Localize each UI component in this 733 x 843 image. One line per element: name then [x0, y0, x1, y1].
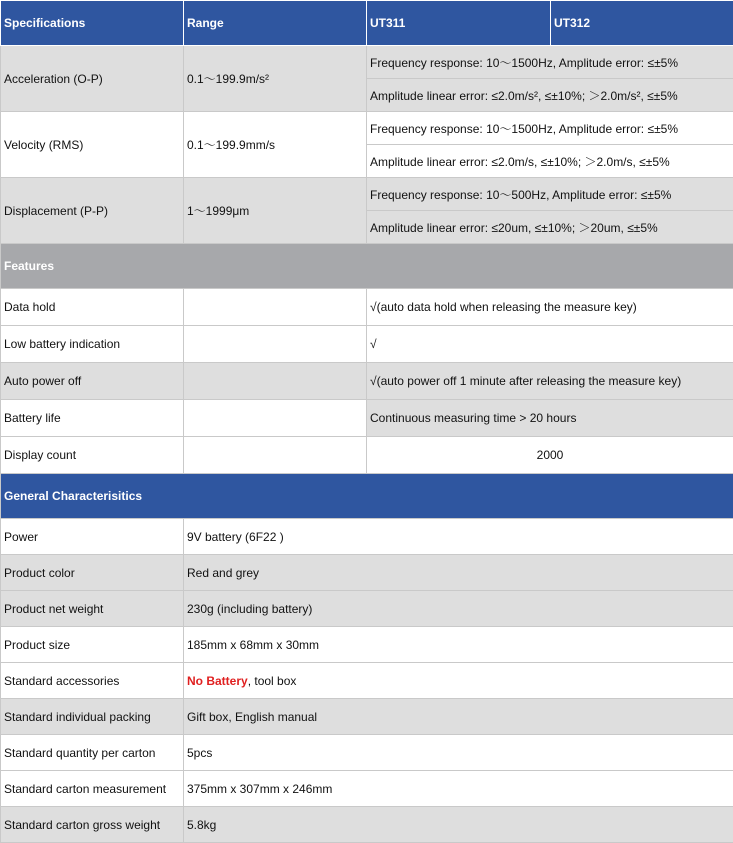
- table-header-row: [1, 1, 733, 46]
- feature-value: Continuous measuring time > 20 hours: [367, 400, 733, 437]
- spec-range: 0.1～199.9m/s²: [184, 46, 367, 112]
- feature-value: √(auto power off 1 minute after releasing the measure key): [367, 363, 733, 400]
- general-name: Power: [1, 519, 184, 555]
- feature-row: [1, 363, 733, 400]
- spec-detail: Amplitude linear error: ≤2.0m/s², ≤±10%; ＞2.0m/s², ≤±5%: [367, 79, 733, 112]
- feature-value: 2000: [367, 437, 733, 474]
- feature-value: √(auto data hold when releasing the measure key): [367, 289, 733, 326]
- general-name: Standard quantity per carton: [1, 735, 184, 771]
- feature-row: [1, 400, 733, 437]
- section-header-general: [1, 474, 733, 519]
- spec-range: 0.1～199.9mm/s: [184, 112, 367, 178]
- spec-name: Velocity (RMS): [1, 112, 184, 178]
- feature-value: √: [367, 326, 733, 363]
- spec-detail: Amplitude linear error: ≤20um, ≤±10%; ＞20um, ≤±5%: [367, 211, 733, 244]
- spec-detail: Amplitude linear error: ≤2.0m/s, ≤±10%; ＞2.0m/s, ≤±5%: [367, 145, 733, 178]
- spec-row-displacement: [1, 178, 733, 211]
- general-value: 9V battery (6F22 ): [184, 519, 733, 555]
- feature-range: [184, 400, 367, 437]
- general-value: Gift box, English manual: [184, 699, 733, 735]
- general-value: Red and grey: [184, 555, 733, 591]
- general-name: Standard carton gross weight: [1, 807, 184, 843]
- general-value: 5.8kg: [184, 807, 733, 843]
- general-row: [1, 627, 733, 663]
- general-value: 185mm x 68mm x 30mm: [184, 627, 733, 663]
- general-row: [1, 735, 733, 771]
- feature-range: [184, 363, 367, 400]
- general-value-rest: , tool box: [247, 673, 297, 688]
- feature-name: Battery life: [1, 400, 184, 437]
- general-row: [1, 807, 733, 843]
- general-row: [1, 555, 733, 591]
- header-ut312: UT312: [551, 1, 733, 46]
- header-specifications: Specifications: [1, 1, 184, 46]
- feature-range: [184, 437, 367, 474]
- feature-name: Low battery indication: [1, 326, 184, 363]
- general-row: [1, 699, 733, 735]
- general-row: [1, 771, 733, 807]
- general-name: Standard accessories: [1, 663, 184, 699]
- general-name: Product net weight: [1, 591, 184, 627]
- header-ut311: UT311: [367, 1, 551, 46]
- feature-name: Data hold: [1, 289, 184, 326]
- general-value: 230g (including battery): [184, 591, 733, 627]
- header-range: Range: [184, 1, 367, 46]
- section-title: General Characterisitics: [1, 474, 733, 519]
- feature-row: [1, 289, 733, 326]
- spec-detail: Frequency response: 10～1500Hz, Amplitude error: ≤±5%: [367, 112, 733, 145]
- spec-name: Acceleration (O-P): [1, 46, 184, 112]
- feature-row: [1, 437, 733, 474]
- spec-detail: Frequency response: 10～1500Hz, Amplitude error: ≤±5%: [367, 46, 733, 79]
- general-row: [1, 519, 733, 555]
- general-row: [1, 591, 733, 627]
- general-name: Product color: [1, 555, 184, 591]
- feature-range: [184, 326, 367, 363]
- feature-name: Auto power off: [1, 363, 184, 400]
- spec-row-acceleration: [1, 46, 733, 79]
- section-header-features: [1, 244, 733, 289]
- general-value: [184, 663, 733, 699]
- spec-name: Displacement (P-P): [1, 178, 184, 244]
- general-value: 375mm x 307mm x 246mm: [184, 771, 733, 807]
- spec-row-velocity: [1, 112, 733, 145]
- spec-range: 1～1999μm: [184, 178, 367, 244]
- feature-range: [184, 289, 367, 326]
- feature-name: Display count: [1, 437, 184, 474]
- feature-row: [1, 326, 733, 363]
- general-value: 5pcs: [184, 735, 733, 771]
- general-name: Product size: [1, 627, 184, 663]
- general-row: [1, 663, 733, 699]
- general-name: Standard individual packing: [1, 699, 184, 735]
- section-title: Features: [1, 244, 733, 289]
- no-battery-highlight: No Battery: [187, 673, 248, 688]
- general-name: Standard carton measurement: [1, 771, 184, 807]
- spec-detail: Frequency response: 10～500Hz, Amplitude error: ≤±5%: [367, 178, 733, 211]
